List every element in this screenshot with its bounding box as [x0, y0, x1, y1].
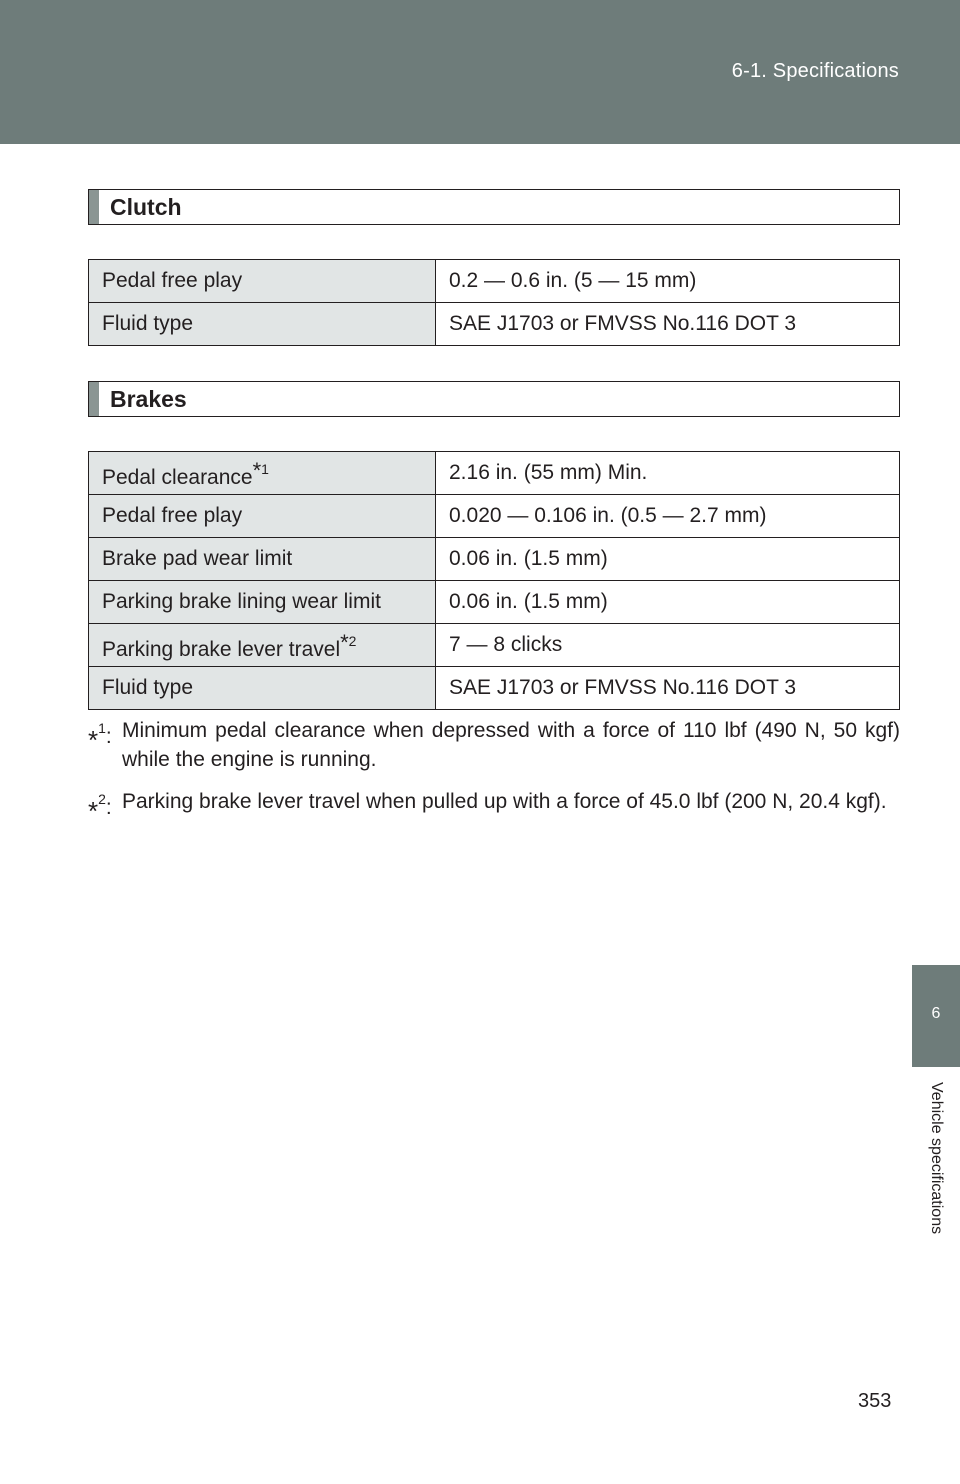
table-row — [89, 260, 900, 303]
footnote-text: Parking brake lever travel when pulled up with a force of 45.0 lbf (200 N, 20.4 kgf). — [122, 790, 887, 813]
table-row — [89, 624, 900, 667]
table-row — [89, 495, 900, 538]
header-band — [0, 0, 960, 144]
spec-value: SAE J1703 or FMVSS No.116 DOT 3 — [436, 667, 900, 710]
spec-value: SAE J1703 or FMVSS No.116 DOT 3 — [436, 303, 900, 346]
spec-value: 0.2 — 0.6 in. (5 — 15 mm) — [436, 260, 900, 303]
spec-value: 0.06 in. (1.5 mm) — [436, 538, 900, 581]
footnote-1 — [88, 716, 900, 774]
footnote-marker: *$^2$: — [88, 791, 112, 826]
page-number: 353 — [858, 1390, 892, 1412]
chapter-number: 6 — [931, 1005, 941, 1022]
table-row — [89, 581, 900, 624]
spec-key: Fluid type — [89, 667, 436, 710]
heading-accent — [89, 382, 99, 416]
spec-value: 0.06 in. (1.5 mm) — [436, 581, 900, 624]
table-row — [89, 452, 900, 495]
spec-key: Fluid type — [89, 303, 436, 346]
table-row — [89, 667, 900, 710]
spec-key: Pedal clearance$^{*1}$ — [89, 452, 436, 495]
chapter-label: Vehicle specifications — [928, 1082, 945, 1235]
spec-key: Pedal free play — [89, 495, 436, 538]
clutch-heading-bar — [88, 189, 900, 225]
section-title: 6-1. Specifications — [731, 60, 899, 82]
chapter-tab — [912, 965, 960, 1067]
spec-key: Parking brake lever travel$^{*2}$ — [89, 624, 436, 667]
footnote-ref: *2 — [340, 630, 357, 655]
footnote-text: Minimum pedal clearance when depressed with a force of 110 lbf (490 N, 50 kgf) while the engine is running. — [122, 719, 900, 771]
brakes-spec-table — [88, 451, 900, 710]
footnote-ref: *1 — [252, 458, 269, 483]
table-row — [89, 303, 900, 346]
spec-value: 7 — 8 clicks — [436, 624, 900, 667]
brakes-heading: Brakes — [110, 386, 187, 412]
footnote-marker: *$^1$: — [88, 720, 112, 755]
heading-accent — [89, 190, 99, 224]
brakes-heading-bar — [88, 381, 900, 417]
clutch-heading: Clutch — [110, 194, 182, 220]
table-row — [89, 538, 900, 581]
footnote-2 — [88, 787, 900, 826]
spec-key: Pedal free play — [89, 260, 436, 303]
clutch-spec-table — [88, 259, 900, 346]
spec-key: Parking brake lining wear limit — [89, 581, 436, 624]
spec-value: 2.16 in. (55 mm) Min. — [436, 452, 900, 495]
spec-value: 0.020 — 0.106 in. (0.5 — 2.7 mm) — [436, 495, 900, 538]
spec-key: Brake pad wear limit — [89, 538, 436, 581]
